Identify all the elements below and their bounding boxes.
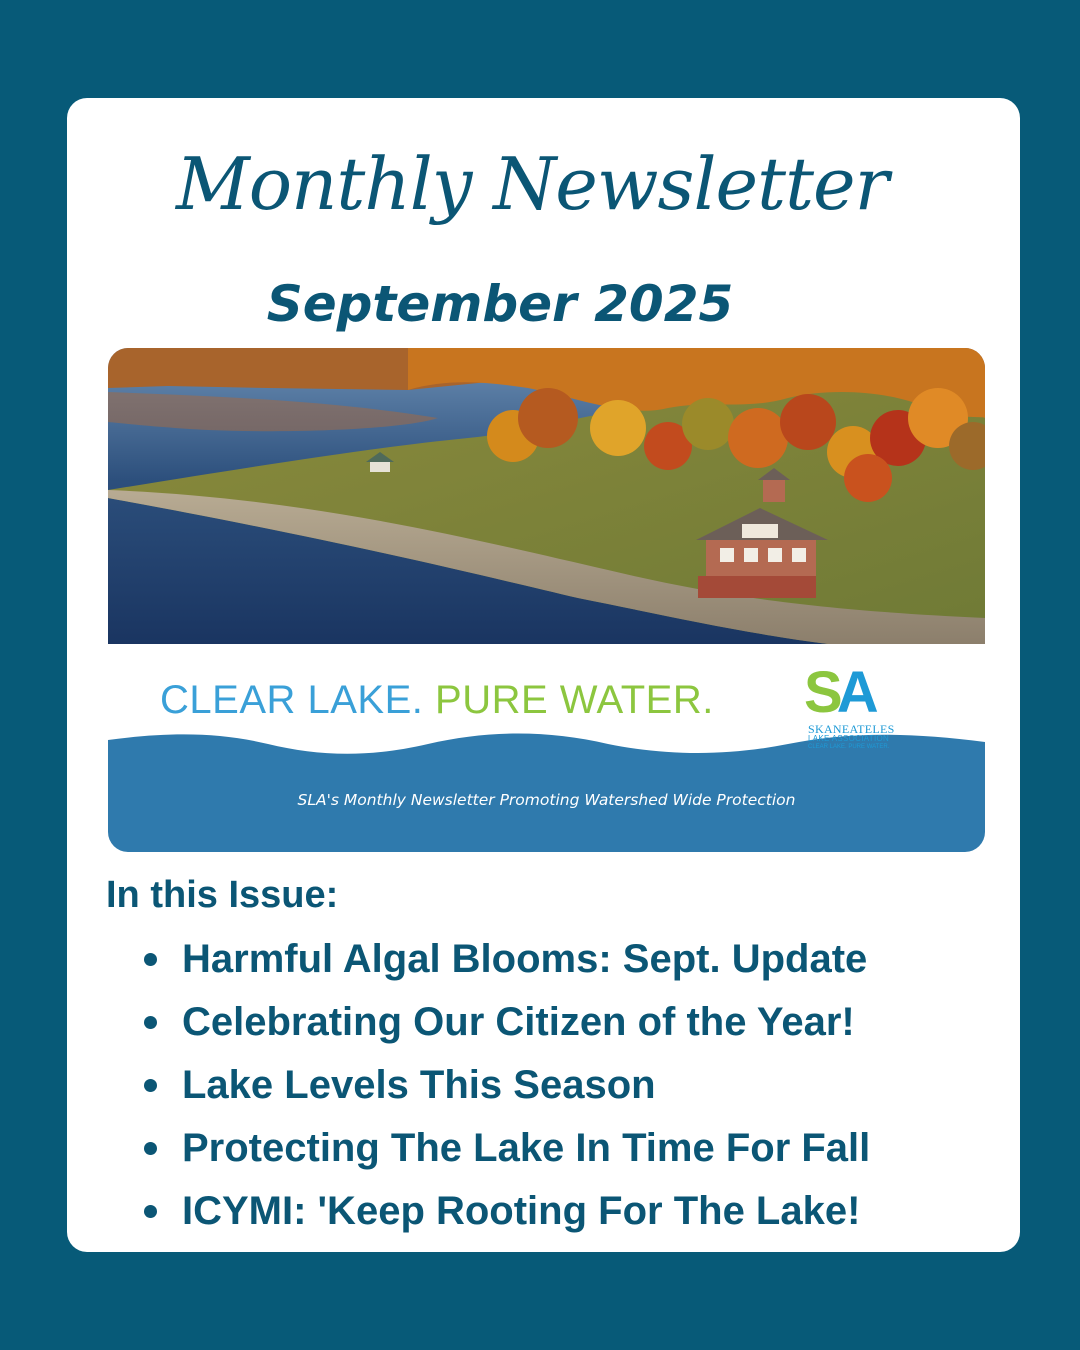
issue-list	[140, 932, 870, 1247]
list-item	[140, 1058, 870, 1121]
issue-heading: In this Issue:	[106, 874, 339, 916]
page-title: Monthly Newsletter	[175, 142, 889, 226]
list-item-label: Celebrating Our Citizen of the Year!	[182, 1000, 855, 1044]
bullet-icon	[144, 1079, 157, 1092]
logo-association: LAKE ASSOCIATION	[808, 734, 890, 743]
list-item	[140, 995, 870, 1058]
list-item	[140, 932, 870, 995]
sla-logo	[798, 662, 908, 762]
list-item-label: Harmful Algal Blooms: Sept. Update	[182, 937, 868, 981]
list-item-label: Lake Levels This Season	[182, 1063, 656, 1107]
bullet-icon	[144, 1205, 157, 1218]
list-item-label: ICYMI: 'Keep Rooting For The Lake!	[182, 1189, 861, 1233]
list-item	[140, 1184, 870, 1247]
bullet-icon	[144, 1016, 157, 1029]
newsletter-banner	[108, 348, 985, 852]
tagline-clear-lake: CLEAR LAKE.	[160, 678, 424, 722]
logo-letters: SA	[804, 660, 873, 725]
issue-date: September 2025	[266, 275, 734, 333]
wave-caption: SLA's Monthly Newsletter Promoting Watershed Wide Protection	[297, 791, 796, 809]
bullet-icon	[144, 1142, 157, 1155]
tagline	[160, 678, 714, 723]
lake-photo	[108, 348, 985, 644]
tagline-pure-water: PURE WATER.	[435, 678, 714, 722]
bullet-icon	[144, 953, 157, 966]
list-item	[140, 1121, 870, 1184]
logo-tagline: CLEAR LAKE. PURE WATER.	[808, 744, 890, 750]
list-item-label: Protecting The Lake In Time For Fall	[182, 1126, 871, 1170]
logo-name: SKANEATELES	[808, 722, 895, 736]
